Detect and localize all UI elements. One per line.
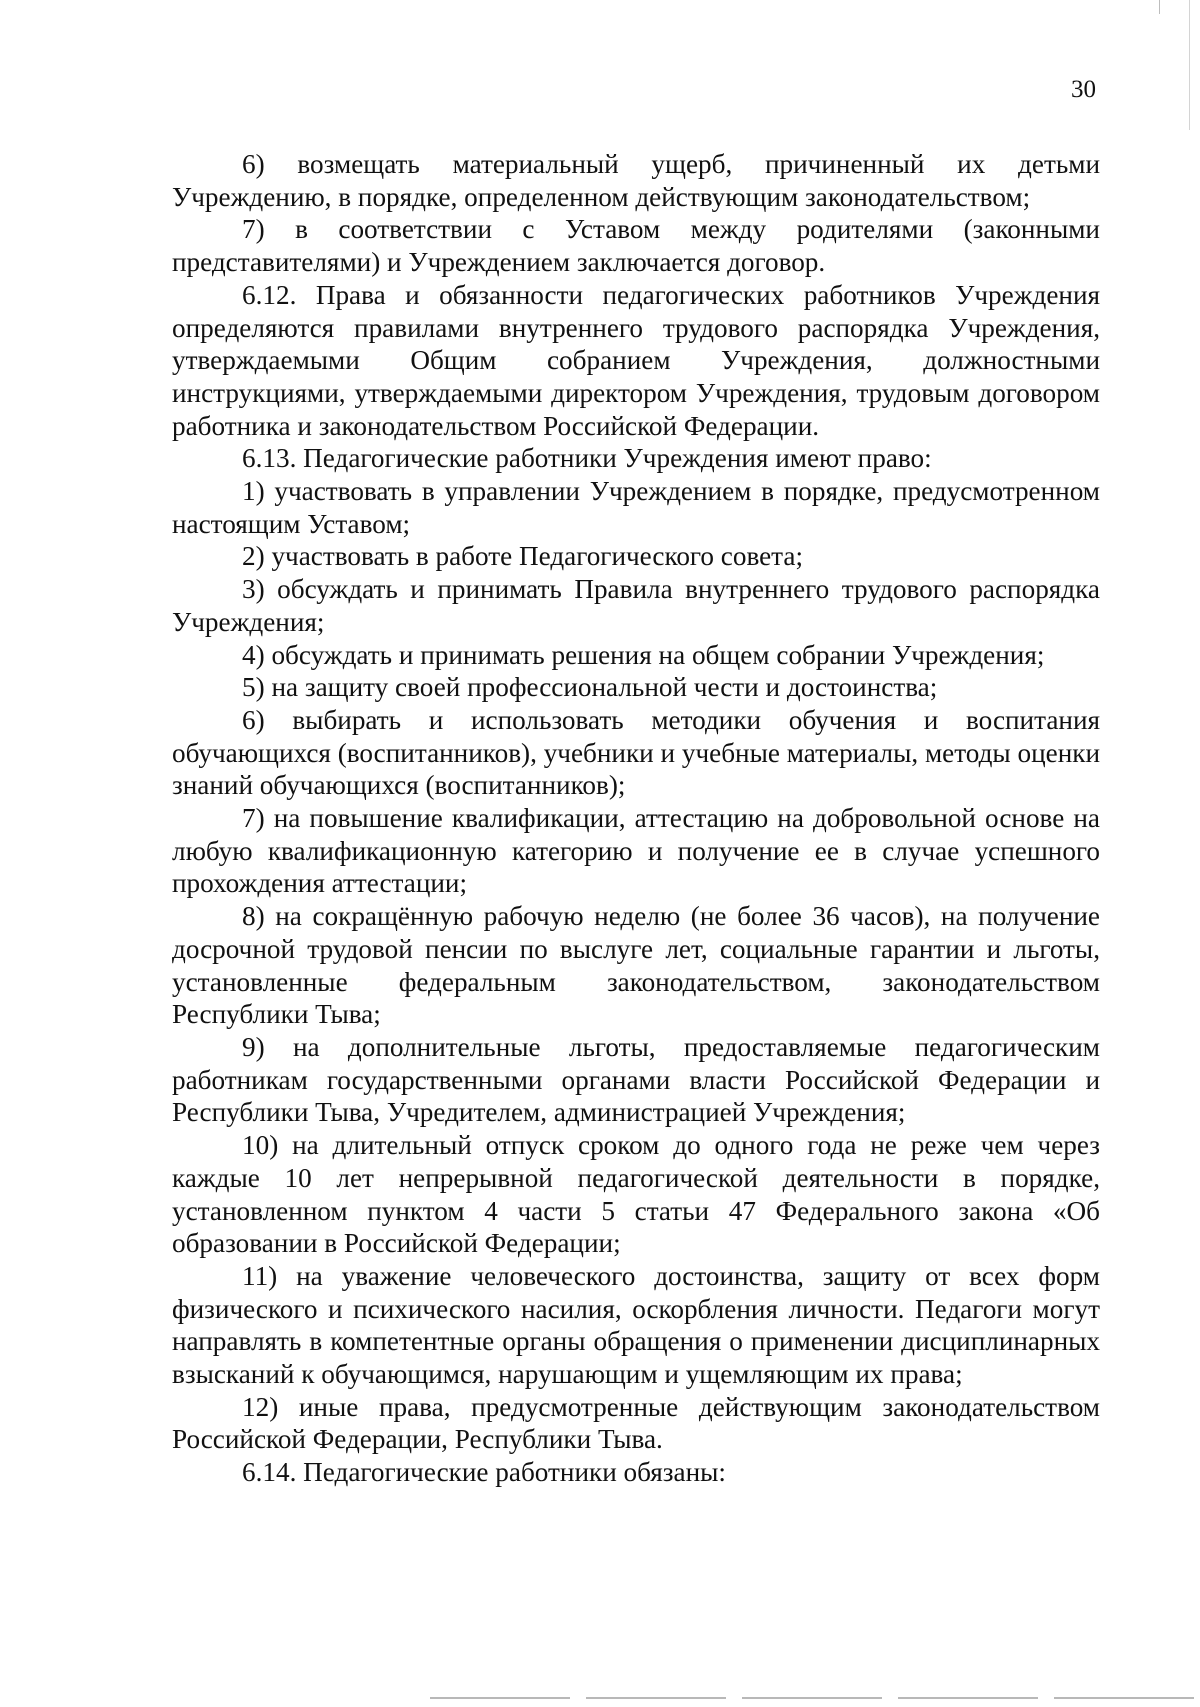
paragraph: 9) на дополнительные льготы, предоставляемые педагогическим работникам государственными органами власти Российской Федерации и Республики Тыва, Учредителем, администрацией Учреждения; xyxy=(172,1031,1100,1128)
paragraph: 11) на уважение человеческого достоинства, защиту от всех форм физического и психического насилия, оскорбления личности. Педагоги могут направлять в компетентные органы обращения о применении дисциплинарных взысканий к обучающимся, нарушающим и ущемляющим их права; xyxy=(172,1260,1100,1390)
paragraph: 6) выбирать и использовать методики обучения и воспитания обучающихся (воспитанников), учебники и учебные материалы, методы оценки знаний обучающихся (воспитанников); xyxy=(172,704,1100,801)
paragraph: 2) участвовать в работе Педагогического совета; xyxy=(242,541,804,572)
paragraph: 7) в соответствии с Уставом между родителями (законными представителями) и Учреждением заключается договор. xyxy=(172,214,1100,278)
paragraph: 10) на длительный отпуск сроком до одного года не реже чем через каждые 10 лет непрерывной педагогической деятельности в порядке, установленном пунктом 4 части 5 статьи 47 Федерального закона «Об образовании в Российской Федерации; xyxy=(172,1130,1100,1259)
paragraph: 8) на сокращённую рабочую неделю (не более 36 часов), на получение досрочной трудовой пенсии по выслуге лет, социальные гарантии и льготы, установленные федеральным законодательством, законодательством Республики Тыва; xyxy=(172,901,1100,1030)
paragraph: 6) возмещать материальный ущерб, причиненный их детьми Учреждению, в порядке, определенном действующим законодательством; xyxy=(172,149,1100,212)
scan-edge-mark xyxy=(1189,0,1190,130)
paragraph: 12) иные права, предусмотренные действующим законодательством Российской Федерации, Республики Тыва. xyxy=(172,1391,1100,1455)
paragraph: 3) обсуждать и принимать Правила внутреннего трудового распорядка Учреждения; xyxy=(172,574,1100,637)
scan-bottom-mark xyxy=(430,1697,1200,1699)
paragraph: 6.13. Педагогические работники Учреждения имеют право: xyxy=(242,443,932,474)
document-body xyxy=(172,148,1100,1489)
page-number: 30 xyxy=(1071,76,1096,103)
paragraph: 1) участвовать в управлении Учреждением в порядке, предусмотренном настоящим Уставом; xyxy=(172,476,1100,539)
scan-edge-mark xyxy=(1159,0,1160,14)
paragraph: 4) обсуждать и принимать решения на общем собрании Учреждения; xyxy=(242,639,1045,670)
paragraph: 6.14. Педагогические работники обязаны: xyxy=(242,1457,726,1488)
paragraph: 7) на повышение квалификации, аттестацию на добровольной основе на любую квалификационную категорию и получение ее в случае успешного прохождения аттестации; xyxy=(172,803,1100,899)
paragraph: 6.12. Права и обязанности педагогических работников Учреждения определяются правилами внутреннего трудового распорядка Учреждения, утверждаемыми Общим собранием Учреждения, должностными инструкциями, утверждаемыми директором Учреждения, трудовым договором работника и законодательством Российской Федерации. xyxy=(172,279,1100,441)
paragraph: 5) на защиту своей профессиональной чести и достоинства; xyxy=(242,672,938,703)
